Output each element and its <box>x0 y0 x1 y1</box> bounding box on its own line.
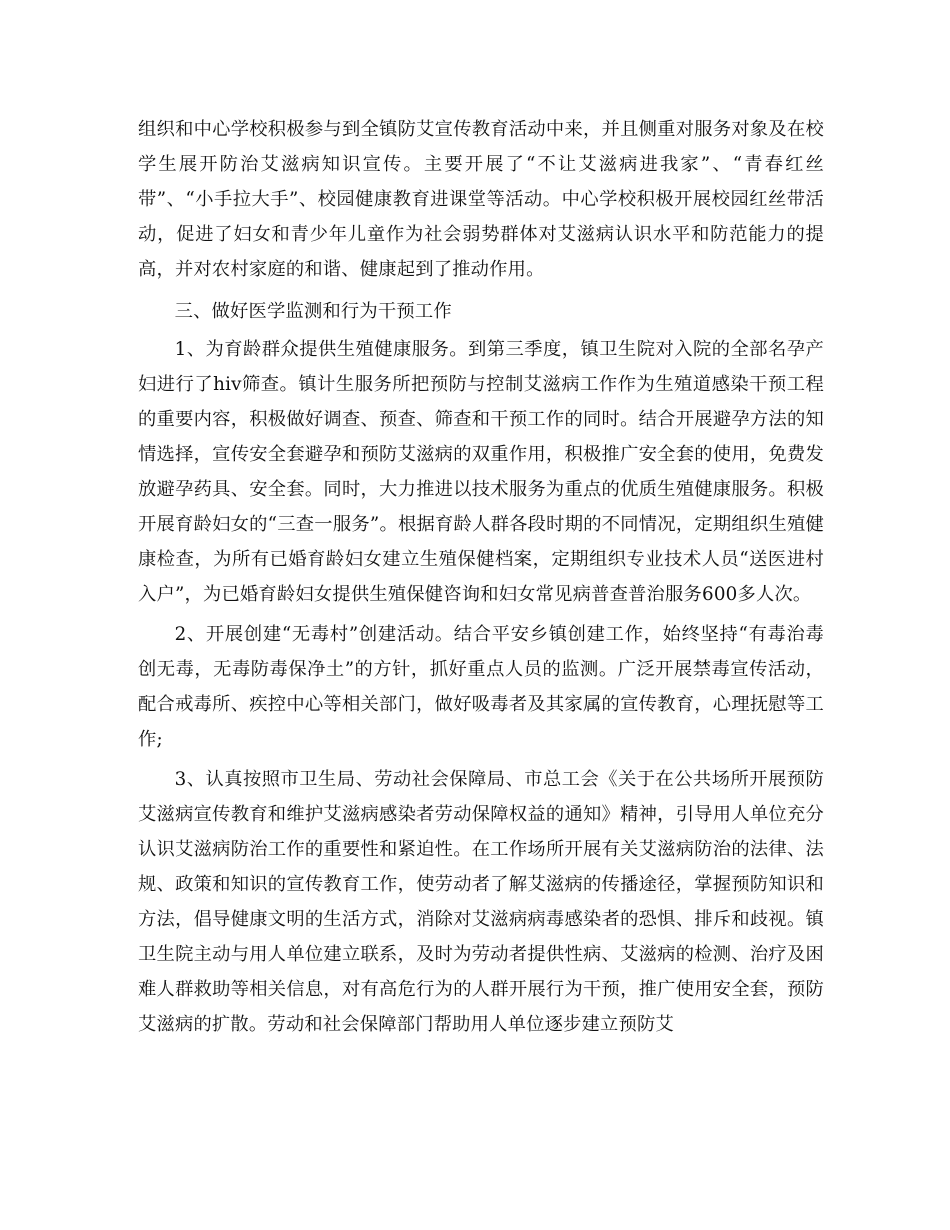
paragraph-item-2: 2、开展创建“无毒村”创建活动。结合平安乡镇创建工作，始终坚持“有毒治毒创无毒，无毒防毒保净土”的方针，抓好重点人员的监测。广泛开展禁毒宣传活动，配合戒毒所、疾控中心等相关部门，做好吸毒者及其家属的宣传教育，心理抚慰等工作; <box>138 624 824 750</box>
section-heading-3: 三、做好医学监测和行为干预工作 <box>174 301 452 322</box>
paragraph-item-3: 3、认真按照市卫生局、劳动社会保障局、市总工会《关于在公共场所开展预防艾滋病宣传教育和维护艾滋病感染者劳动保障权益的通知》精神，引导用人单位充分认识艾滋病防治工作的重要性和紧迫性。在工作场所开展有关艾滋病防治的法律、法规、政策和知识的宣传教育工作，使劳动者了解艾滋病的传播途径，掌握预防知识和方法，倡导健康文明的生活方式，消除对艾滋病病毒感染者的恐惧、排斥和歧视。镇卫生院主动与用人单位建立联系，及时为劳动者提供性病、艾滋病的检测、治疗及困难人群救助等相关信息，对有高危行为的人群开展行为干预，推广使用安全套，预防艾滋病的扩散。劳动和社会保障部门帮助用人单位逐步建立预防艾 <box>138 769 824 1035</box>
paragraph-item-1: 1、为育龄群众提供生殖健康服务。到第三季度，镇卫生院对入院的全部名孕产妇进行了hiv筛查。镇计生服务所把预防与控制艾滋病工作作为生殖道感染干预工程的重要内容，积极做好调查、预查、筛查和干预工作的同时。结合开展避孕方法的知情选择，宣传安全套避孕和预防艾滋病的双重作用，积极推广安全套的使用，免费发放避孕药具、安全套。同时，大力推进以技术服务为重点的优质生殖健康服务。积极开展育龄妇女的“三查一服务”。根据育龄人群各段时期的不同情况，定期组织生殖健康检查，为所有已婚育龄妇女建立生殖保健档案，定期组织专业技术人员“送医进村入户”，为已婚育龄妇女提供生殖保健咨询和妇女常见病普查普治服务600多人次。 <box>138 339 824 605</box>
document-page <box>138 112 824 1042</box>
paragraph-continuation: 组织和中心学校积极参与到全镇防艾宣传教育活动中来，并且侧重对服务对象及在校学生展开防治艾滋病知识宣传。主要开展了“不让艾滋病进我家”、“青春红丝带”、“小手拉大手”、校园健康教育进课堂等活动。中心学校积极开展校园红丝带活动，促进了妇女和青少年儿童作为社会弱势群体对艾滋病认识水平和防范能力的提高，并对农村家庭的和谐、健康起到了推动作用。 <box>138 119 824 280</box>
